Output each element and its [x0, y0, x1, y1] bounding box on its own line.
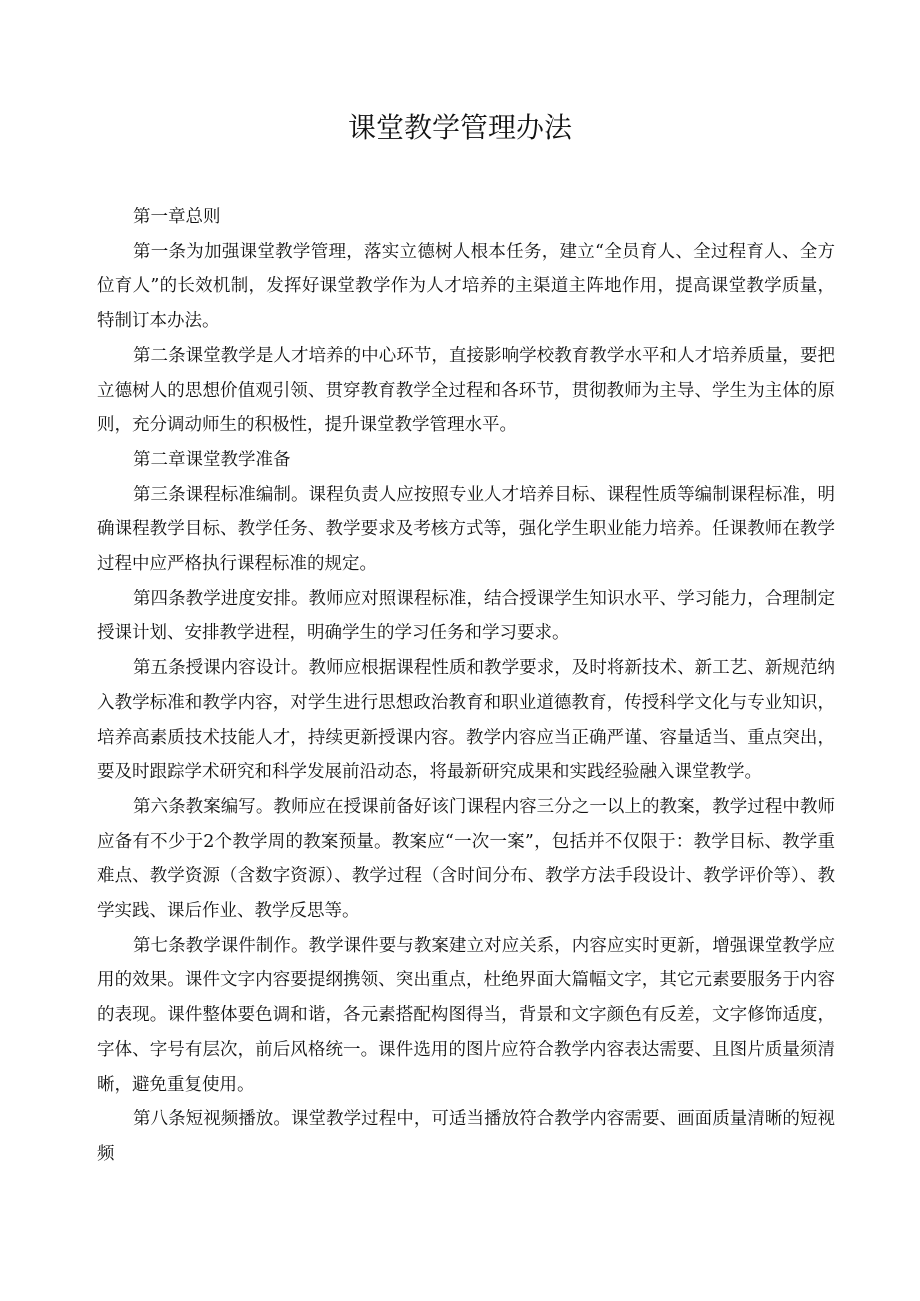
document-body	[97, 200, 835, 1172]
article-7: 第七条教学课件制作。教学课件要与教案建立对应关系，内容应实时更新，增强课堂教学应用的效果。课件文字内容要提纲携领、突出重点，杜绝界面大篇幅文字，其它元素要服务于内容的表现。课件整体要色调和谐，各元素搭配构图得当，背景和文字颜色有反差，文字修饰适度，字体、字号有层次，前后风格统一。课件选用的图片应符合教学内容表达需要、且图片质量须清晰，避免重复使用。	[97, 935, 835, 1095]
article-2: 第二条课堂教学是人才培养的中心环节，直接影响学校教育教学水平和人才培养质量，要把立德树人的思想价值观引领、贯穿教育教学全过程和各环节，贯彻教师为主导、学生为主体的原则，充分调动师生的积极性，提升课堂教学管理水平。	[97, 345, 835, 436]
article-3: 第三条课程标准编制。课程负责人应按照专业人才培养目标、课程性质等编制课程标准，明确课程教学目标、教学任务、教学要求及考核方式等，强化学生职业能力培养。任课教师在教学过程中应严格执行课程标准的规定。	[97, 484, 835, 575]
article-8: 第八条短视频播放。课堂教学过程中，可适当播放符合教学内容需要、画面质量清晰的短视频	[97, 1109, 835, 1164]
article-5: 第五条授课内容设计。教师应根据课程性质和教学要求，及时将新技术、新工艺、新规范纳入教学标准和教学内容，对学生进行思想政治教育和职业道德教育，传授科学文化与专业知识，培养高素质技术技能人才，持续更新授课内容。教学内容应当正确严谨、容量适当、重点突出，要及时跟踪学术研究和科学发展前沿动态，将最新研究成果和实践经验融入课堂教学。	[97, 658, 835, 783]
article-6: 第六条教案编写。教师应在授课前备好该门课程内容三分之一以上的教案，教学过程中教师应备有不少于2个教学周的教案预量。教案应“一次一案”，包括并不仅限于：教学目标、教学重难点、教学资源（含数字资源）、教学过程（含时间分布、教学方法手段设计、教学评价等）、教学实践、课后作业、教学反思等。	[97, 796, 835, 922]
chapter-heading-2: 第二章课堂教学准备	[133, 449, 291, 470]
chapter-heading-1: 第一章总则	[133, 207, 221, 227]
article-4: 第四条教学进度安排。教师应对照课程标准，结合授课学生知识水平、学习能力，合理制定授课计划、安排教学进程，明确学生的学习任务和学习要求。	[97, 588, 835, 644]
document-title: 课堂教学管理办法	[347, 111, 572, 144]
article-1: 第一条为加强课堂教学管理，落实立德树人根本任务，建立“全员育人、全过程育人、全方位育人”的长效机制，发挥好课堂教学作为人才培养的主渠道主阵地作用，提高课堂教学质量，特制订本办法。	[97, 241, 835, 332]
